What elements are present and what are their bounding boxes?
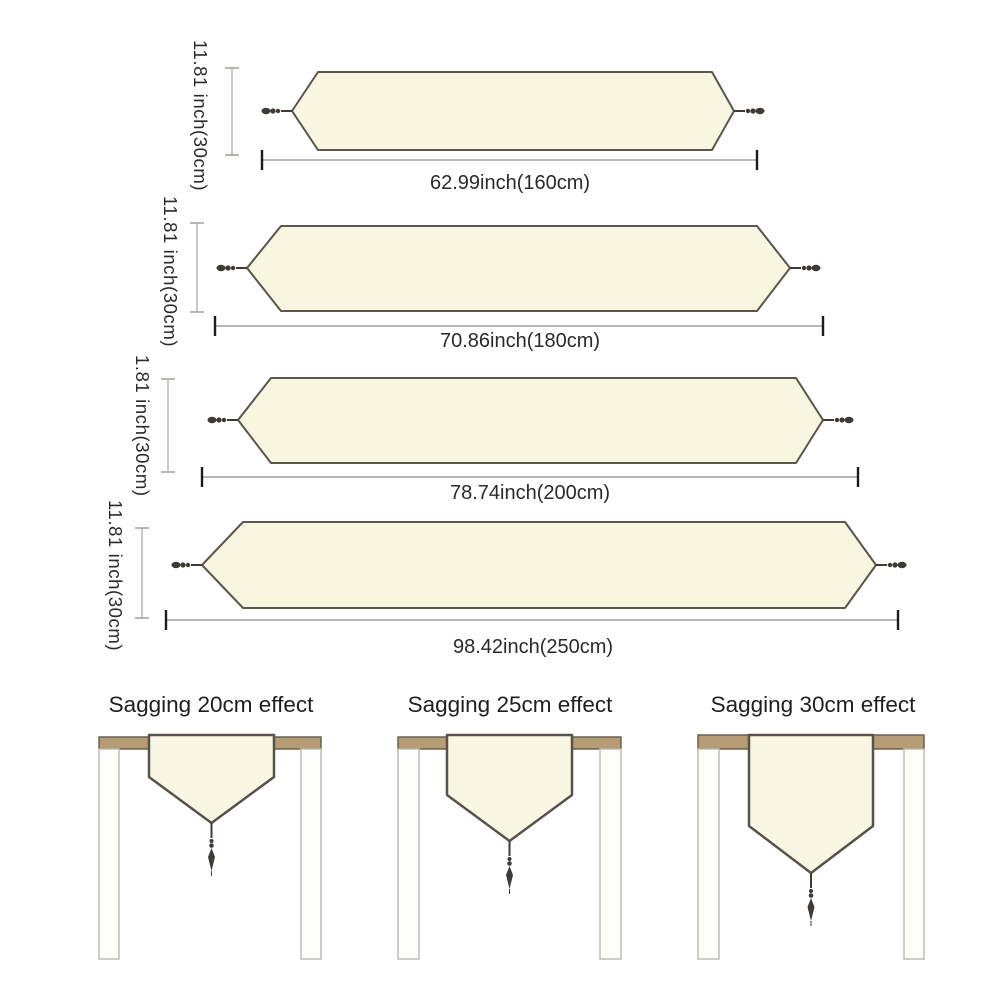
runner-diagram-180cm (190, 223, 823, 336)
sagging-title-25cm: Sagging 25cm effect (407, 692, 613, 717)
table-leg-left (99, 749, 119, 959)
width-label-250cm: 98.42inch(250cm) (452, 636, 614, 658)
table-leg-right (904, 749, 924, 959)
sagging-title-20cm: Sagging 20cm effect (108, 692, 314, 717)
runner-shape (247, 226, 790, 311)
width-measure-line (262, 150, 757, 170)
height-measure-line (190, 223, 204, 312)
width-label-160cm: 62.99inch(160cm) (429, 172, 591, 194)
tassel-right (823, 417, 854, 423)
table-illustration-25cm (398, 735, 621, 959)
table-leg-left (398, 749, 419, 959)
runner-diagram-250cm (135, 522, 907, 630)
height-measure-line (225, 68, 239, 155)
hanging-runner-shape (149, 735, 274, 823)
height-label-180cm: 11.81 inch(30cm) (160, 196, 181, 348)
hanging-runner-shape (447, 735, 572, 841)
tassel-left (172, 562, 203, 568)
runner-shape (238, 378, 823, 463)
width-label-180cm: 70.86inch(180cm) (439, 330, 601, 352)
hanging-runner-shape (749, 735, 873, 873)
height-measure-line (135, 528, 149, 618)
sagging-title-30cm: Sagging 30cm effect (710, 692, 916, 717)
tassel-left (217, 265, 248, 271)
table-leg-right (301, 749, 321, 959)
table-illustration-30cm (698, 735, 924, 959)
tassel (208, 823, 215, 876)
tassel-left (262, 108, 293, 114)
runner-shape (292, 72, 734, 150)
tassel (506, 841, 513, 894)
height-label-250cm: 11.81 inch(30cm) (105, 500, 126, 652)
runner-diagram-200cm (161, 378, 858, 487)
height-label-200cm: 1.81 inch(30cm) (132, 355, 153, 497)
tassel-left (208, 417, 239, 423)
width-measure-line (166, 610, 898, 630)
tassel-right (790, 265, 821, 271)
tassel-right (876, 562, 907, 568)
width-label-200cm: 78.74inch(200cm) (449, 482, 611, 504)
runner-diagram-160cm (225, 68, 765, 170)
tassel-right (734, 108, 765, 114)
runner-shape (202, 522, 876, 608)
table-leg-right (600, 749, 621, 959)
tassel (808, 873, 815, 926)
height-label-160cm: 11.81 inch(30cm) (190, 40, 211, 192)
height-measure-line (161, 379, 175, 472)
table-leg-left (698, 749, 719, 959)
table-illustration-20cm (99, 735, 321, 959)
